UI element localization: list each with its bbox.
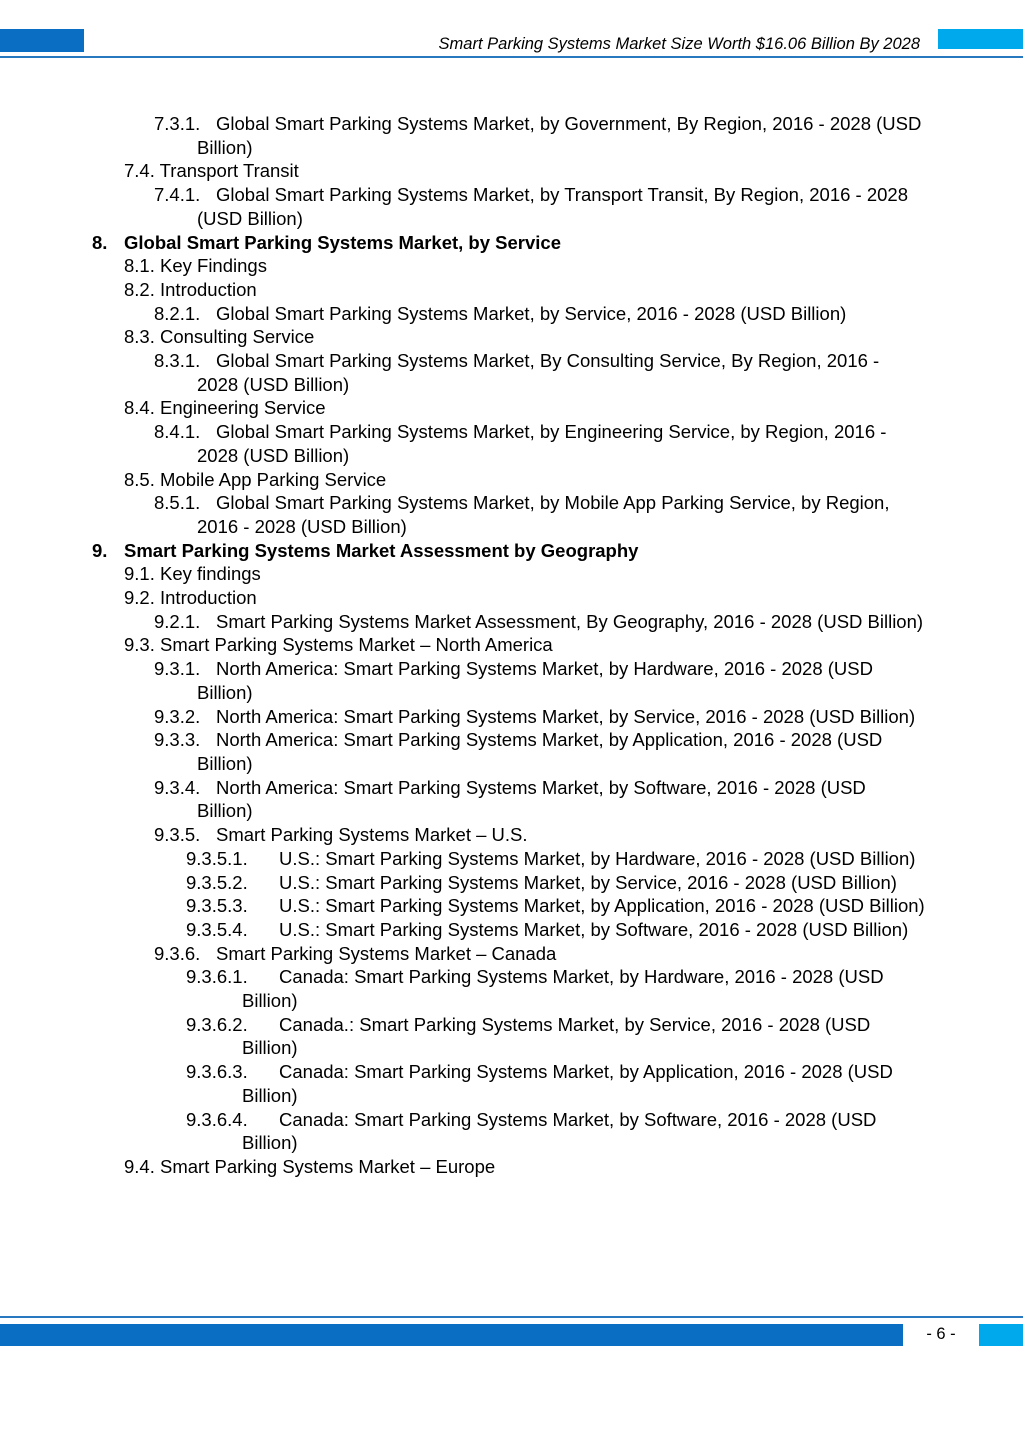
toc-entry — [0, 776, 1023, 823]
toc-entry-text: Smart Parking Systems Market – Canada — [216, 942, 557, 964]
toc-entry-text: 8.2. Introduction — [124, 278, 257, 300]
toc-entry-text: North America: Smart Parking Systems Market, by Application, 2016 - 2028 (USD Billion) — [197, 729, 883, 774]
toc-entry — [0, 231, 1023, 255]
toc-entry-text: Global Smart Parking Systems Market, by Engineering Service, by Region, 2016 - 2028 (USD Billion) — [197, 421, 887, 466]
toc-entry — [0, 894, 1023, 918]
toc-entry — [0, 420, 1023, 467]
toc-entry-number: 9.3.5. — [154, 824, 201, 846]
toc-entry-text: U.S.: Smart Parking Systems Market, by Software, 2016 - 2028 (USD Billion) — [279, 918, 909, 940]
toc-entry — [0, 112, 1023, 159]
toc-entry-text: Global Smart Parking Systems Market, by Government, By Region, 2016 - 2028 (USD Billion) — [197, 113, 922, 158]
toc-entry-text: Canada: Smart Parking Systems Market, by Software, 2016 - 2028 (USD Billion) — [242, 1108, 877, 1154]
toc-entry-number: 9.3.4. — [154, 776, 201, 798]
toc-entry-number: 9.2.1. — [154, 610, 201, 632]
toc-entry-text: Canada: Smart Parking Systems Market, by Application, 2016 - 2028 (USD Billion) — [242, 1061, 893, 1106]
toc-entry-number: 8.4.1. — [154, 421, 201, 443]
header-title: Smart Parking Systems Market Size Worth $16.06 Billion By 2028 — [438, 35, 920, 53]
toc-entry — [0, 278, 1023, 302]
toc-entry — [0, 586, 1023, 610]
toc-entry — [0, 965, 1023, 1012]
toc-entry-number: 8.5.1. — [154, 492, 201, 514]
toc-entry — [0, 633, 1023, 657]
toc-entry-text: 9.4. Smart Parking Systems Market – Europe — [124, 1155, 496, 1177]
toc-entry-text: U.S.: Smart Parking Systems Market, by Hardware, 2016 - 2028 (USD Billion) — [279, 847, 916, 869]
toc-entry — [0, 183, 1023, 230]
toc-entry — [0, 918, 1023, 942]
toc-entry — [0, 396, 1023, 420]
toc-entry-text: 9.3. Smart Parking Systems Market – North America — [124, 634, 553, 656]
toc-entry — [0, 657, 1023, 704]
toc-entry-text: North America: Smart Parking Systems Market, by Service, 2016 - 2028 (USD Billion) — [216, 705, 916, 727]
header-divider — [0, 56, 1023, 58]
toc-entry-text: North America: Smart Parking Systems Market, by Software, 2016 - 2028 (USD Billion) — [197, 776, 866, 822]
toc-entry — [0, 302, 1023, 326]
toc-entry-text: Canada: Smart Parking Systems Market, by Hardware, 2016 - 2028 (USD Billion) — [242, 966, 884, 1012]
toc-entry-text: Smart Parking Systems Market – U.S. — [216, 824, 528, 846]
toc-entry — [0, 349, 1023, 396]
toc-entry-number: 9.3.6.4. — [186, 1108, 248, 1130]
toc-entry — [0, 705, 1023, 729]
toc-entry — [0, 562, 1023, 586]
toc-entry-text: 8.1. Key Findings — [124, 255, 267, 277]
toc-entry-text: Canada.: Smart Parking Systems Market, by Service, 2016 - 2028 (USD Billion) — [242, 1013, 871, 1059]
toc-entry-text: Global Smart Parking Systems Market, by Transport Transit, By Region, 2016 - 2028 (USD Billion) — [197, 184, 908, 229]
toc-entry — [0, 1108, 1023, 1155]
toc-entry — [0, 1013, 1023, 1060]
table-of-contents — [0, 112, 1023, 1179]
toc-entry — [0, 1155, 1023, 1179]
toc-entry — [0, 325, 1023, 349]
header-accent-bar-left — [0, 29, 84, 52]
toc-entry — [0, 847, 1023, 871]
toc-entry-number: 9. — [92, 539, 108, 561]
toc-entry-number: 9.3.2. — [154, 705, 201, 727]
toc-entry-text: 9.1. Key findings — [124, 563, 261, 585]
toc-entry-text: Global Smart Parking Systems Market, by Service — [124, 231, 561, 253]
toc-entry-number: 9.3.6.1. — [186, 966, 248, 988]
toc-entry-text: 8.4. Engineering Service — [124, 397, 326, 419]
toc-entry-number: 9.3.6.2. — [186, 1013, 248, 1035]
toc-entry-number: 9.3.1. — [154, 658, 201, 680]
toc-entry — [0, 823, 1023, 847]
toc-entry-text: North America: Smart Parking Systems Market, by Hardware, 2016 - 2028 (USD Billion) — [197, 658, 873, 703]
toc-entry-number: 9.3.5.2. — [186, 871, 248, 893]
page-number: - 6 - — [926, 1325, 956, 1343]
toc-entry — [0, 1060, 1023, 1107]
footer-divider — [0, 1316, 1023, 1318]
toc-entry-text: U.S.: Smart Parking Systems Market, by Service, 2016 - 2028 (USD Billion) — [279, 871, 897, 893]
toc-entry-text: 8.5. Mobile App Parking Service — [124, 468, 387, 490]
toc-entry-text: Global Smart Parking Systems Market, By Consulting Service, By Region, 2016 - 2028 (USD Billion) — [197, 350, 880, 395]
toc-entry — [0, 491, 1023, 538]
toc-entry-number: 9.3.6. — [154, 942, 201, 964]
toc-entry — [0, 539, 1023, 563]
toc-entry-text: Global Smart Parking Systems Market, by Service, 2016 - 2028 (USD Billion) — [216, 302, 847, 324]
toc-entry-number: 8. — [92, 231, 108, 253]
toc-entry-number: 9.3.6.3. — [186, 1061, 248, 1083]
toc-entry-number: 9.3.5.1. — [186, 847, 248, 869]
toc-entry-number: 7.4.1. — [154, 184, 201, 206]
toc-entry-text: Smart Parking Systems Market Assessment, By Geography, 2016 - 2028 (USD Billion) — [216, 610, 924, 632]
footer-accent-bar-right — [979, 1324, 1023, 1346]
toc-entry — [0, 728, 1023, 775]
toc-entry-number: 8.2.1. — [154, 302, 201, 324]
toc-entry — [0, 871, 1023, 895]
header-accent-bar-right — [938, 29, 1023, 49]
toc-entry-text: 7.4. Transport Transit — [124, 160, 299, 182]
toc-entry-text: 8.3. Consulting Service — [124, 326, 315, 348]
toc-entry-text: 9.2. Introduction — [124, 587, 257, 609]
toc-entry-number: 9.3.5.3. — [186, 895, 248, 917]
toc-entry-number: 9.3.5.4. — [186, 918, 248, 940]
toc-entry-text: U.S.: Smart Parking Systems Market, by Application, 2016 - 2028 (USD Billion) — [279, 895, 925, 917]
toc-entry-number: 9.3.3. — [154, 729, 201, 751]
toc-entry-text: Global Smart Parking Systems Market, by Mobile App Parking Service, by Region, 2016 - 2028 (USD Billion) — [197, 492, 890, 537]
toc-entry-number: 7.3.1. — [154, 113, 201, 134]
toc-entry — [0, 468, 1023, 492]
toc-entry-text: Smart Parking Systems Market Assessment by Geography — [124, 539, 639, 561]
toc-entry — [0, 159, 1023, 183]
toc-entry — [0, 254, 1023, 278]
toc-entry — [0, 610, 1023, 634]
toc-entry — [0, 942, 1023, 966]
footer-accent-bar-left — [0, 1324, 903, 1346]
toc-entry-number: 8.3.1. — [154, 350, 201, 372]
